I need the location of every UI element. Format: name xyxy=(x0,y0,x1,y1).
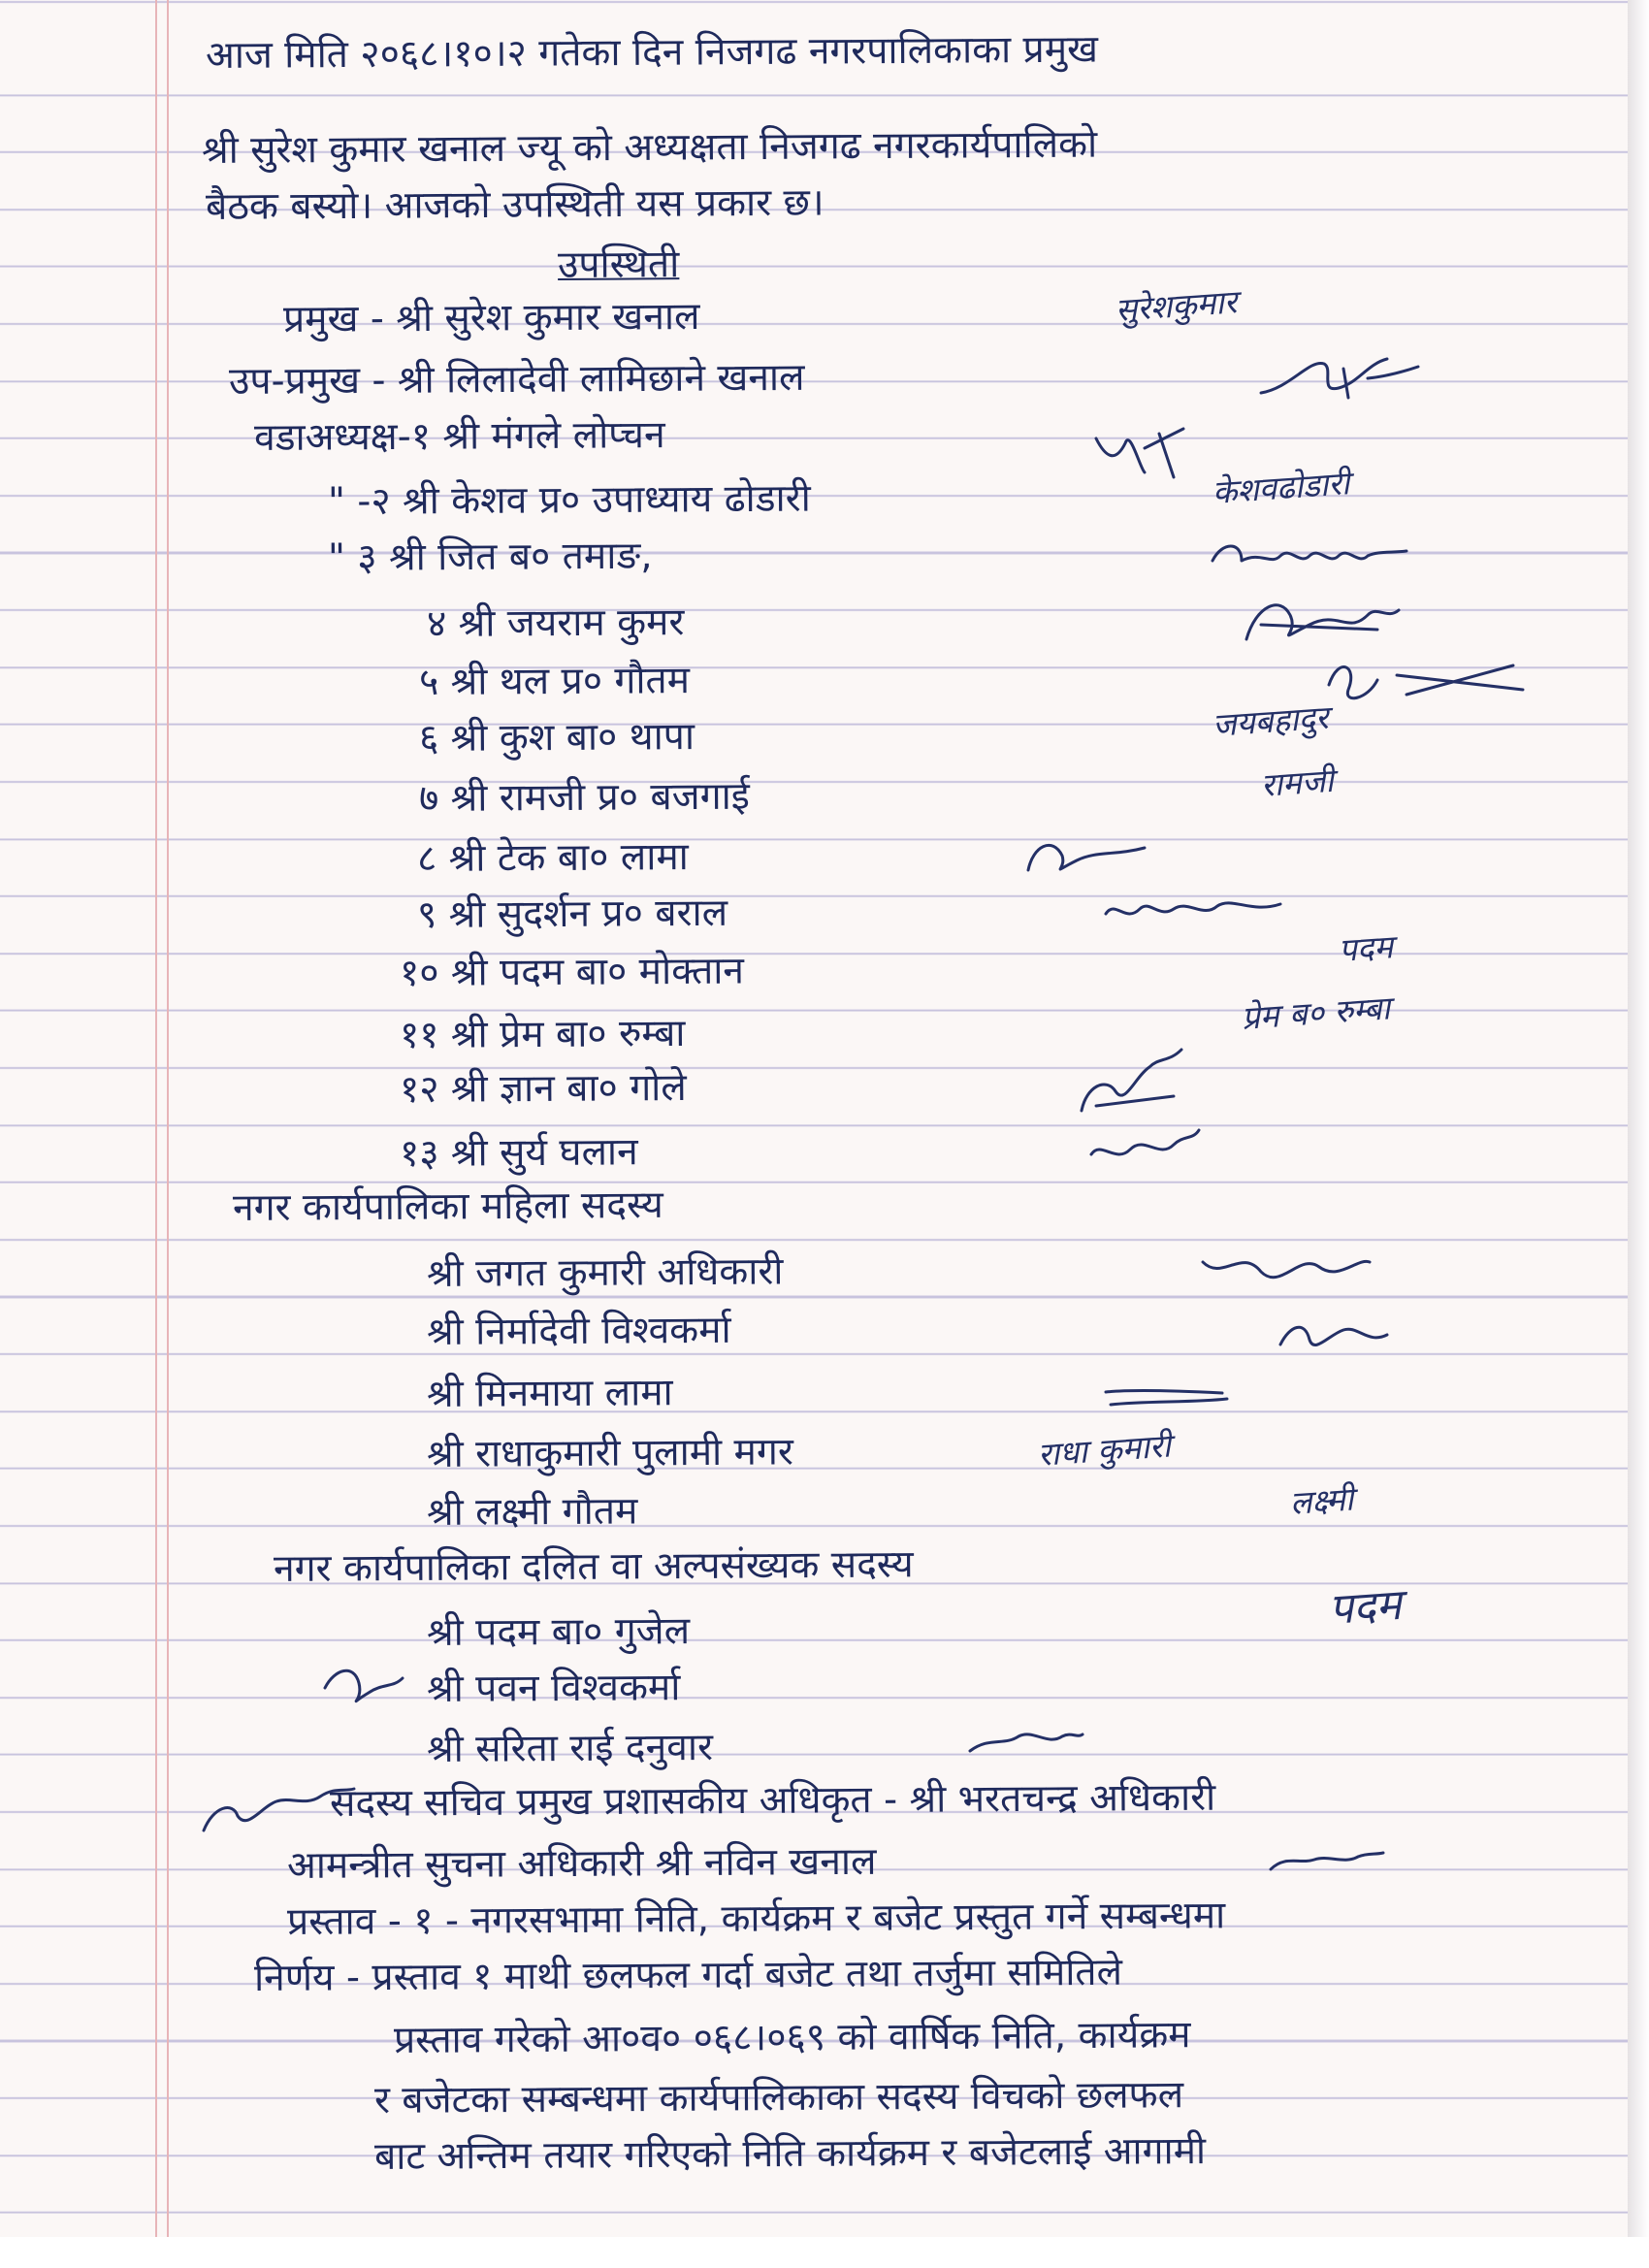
signature-ward-10: पदम xyxy=(1337,927,1395,969)
signature-ward-7: रामजी xyxy=(1259,761,1335,804)
margin-line xyxy=(167,0,169,2268)
signature-women-2 xyxy=(1271,1306,1397,1364)
signature-ward-2: केशवढोडारी xyxy=(1211,464,1351,511)
invited-officer-line: आमन्त्रीत सुचना अधिकारी श्री नविन खनाल xyxy=(286,1839,877,1888)
women-members-heading: नगर कार्यपालिका महिला सदस्य xyxy=(232,1183,663,1230)
dalit-member-2: श्री पवन विश्वकर्मा xyxy=(426,1666,681,1711)
signature-ward-11: प्रेम ब० रुम्बा xyxy=(1240,988,1392,1037)
decision-line-2: प्रस्ताव गरेको आ०व० ०६८।०६९ को वार्षिक निति, कार्यक्रम xyxy=(393,2013,1191,2062)
ward-chair-10: १० श्री पदम बा० मोक्तान xyxy=(399,949,745,995)
proposal-1-line: प्रस्ताव - १ - नगरसभामा निति, कार्यक्रम र बजेट प्रस्तुत गर्ने सम्बन्धमा xyxy=(286,1894,1226,1944)
ward-chair-4: ४ श्री जयराम कुमर xyxy=(426,600,685,646)
attendee-deputy-chief: उप-प्रमुख - श्री लिलादेवी लामिछाने खनाल xyxy=(228,355,805,404)
signature-ward-12 xyxy=(1067,1038,1193,1125)
women-member-4: श्री राधाकुमारी पुलामी मगर xyxy=(426,1430,793,1476)
ward-chair-6: ६ श्री कुश बा० थापा xyxy=(418,715,695,761)
signature-member-secretary xyxy=(194,1777,359,1845)
intro-line-2: श्री सुरेश कुमार खनाल ज्यू को अध्यक्षता निजगढ नगरकार्यपालिको xyxy=(201,122,1098,173)
signature-deputy-chief xyxy=(1251,349,1426,407)
ward-chair-13: १३ श्री सुर्य घलान xyxy=(399,1130,638,1176)
dalit-member-1: श्री पदम बा० गुजेल xyxy=(426,1609,691,1655)
ward-chair-3: " ३ श्री जित ब० तमाङ, xyxy=(327,534,653,580)
women-member-1: श्री जगत कुमारी अधिकारी xyxy=(426,1249,784,1296)
member-secretary-line: सदस्य सचिव प्रमुख प्रशासकीय अधिकृत - श्री भरतचन्द्र अधिकारी xyxy=(329,1775,1216,1826)
signature-chief: सुरेशकुमार xyxy=(1114,282,1239,329)
decision-line-1: निर्णय - प्रस्ताव १ माथी छलफल गर्दा बजेट तथा तर्जुमा समितिले xyxy=(253,1950,1123,2000)
signature-ward-13 xyxy=(1077,1116,1203,1174)
signature-ward-3 xyxy=(1203,532,1416,580)
signature-women-5: लक्ष्मी xyxy=(1288,1479,1355,1522)
page-bottom-edge xyxy=(0,2237,1649,2268)
signature-ward-1 xyxy=(1086,419,1203,487)
women-member-2: श्री निर्मादेवी विश्वकर्मा xyxy=(426,1308,731,1354)
ward-chair-5: ५ श्री थल प्र० गौतम xyxy=(418,659,691,704)
signature-women-4: राधा कुमारी xyxy=(1036,1426,1173,1474)
intro-line-3: बैठक बस्यो। आजको उपस्थिती यस प्रकार छ। xyxy=(205,180,824,229)
decision-line-4: बाट अन्तिम तयार गरिएको निति कार्यक्रम र बजेटलाई आगामी xyxy=(373,2129,1207,2179)
ward-chair-1: वडाअध्यक्ष-१ श्री मंगले लोप्चन xyxy=(253,413,665,460)
ward-chair-7: ७ श्री रामजी प्र० बजगाई xyxy=(418,774,751,821)
dalit-member-3: श्री सरिता राई दनुवार xyxy=(426,1725,714,1771)
signature-ward-6: जयबहादुर xyxy=(1211,697,1330,744)
women-member-3: श्री मिनमाया लामा xyxy=(426,1371,673,1416)
ward-chair-12: १२ श्री ज्ञान बा० गोले xyxy=(399,1065,687,1112)
ward-chair-11: ११ श्री प्रेम बा० रुम्बा xyxy=(399,1011,686,1057)
ward-chair-8: ८ श्री टेक बा० लामा xyxy=(416,835,689,881)
page-edge xyxy=(1628,0,1649,2268)
signature-dalit-3 xyxy=(960,1717,1086,1766)
signature-ward-8 xyxy=(1018,826,1154,885)
signature-dalit-2 xyxy=(310,1649,407,1717)
signature-dalit-1: पदम xyxy=(1327,1579,1404,1635)
signature-ward-5 xyxy=(1319,646,1533,714)
dalit-members-heading: नगर कार्यपालिका दलित वा अल्पसंख्यक सदस्य xyxy=(273,1542,914,1591)
decision-line-3: र बजेटका सम्बन्धमा कार्यपालिकाका सदस्य विचको छलफल xyxy=(373,2073,1184,2122)
margin-line xyxy=(155,0,157,2268)
signature-ward-9 xyxy=(1096,885,1290,933)
intro-line-1: आज मिति २०६८।१०।२ गतेका दिन निजगढ नगरपालिकाका प्रमुख xyxy=(205,27,1099,78)
women-member-5: श्री लक्ष्मी गौतम xyxy=(426,1489,638,1535)
ward-chair-2: " -२ श्री केशव प्र० उपाध्याय ढोडारी xyxy=(327,476,811,524)
attendance-heading: उपस्थिती xyxy=(557,243,680,287)
ward-chair-9: ९ श्री सुदर्शन प्र० बराल xyxy=(416,891,728,937)
signature-information-officer xyxy=(1261,1835,1387,1884)
signature-women-1 xyxy=(1193,1238,1377,1296)
attendee-chief: प्रमुख - श्री सुरेश कुमार खनाल xyxy=(282,295,700,341)
signature-women-3 xyxy=(1096,1377,1232,1416)
